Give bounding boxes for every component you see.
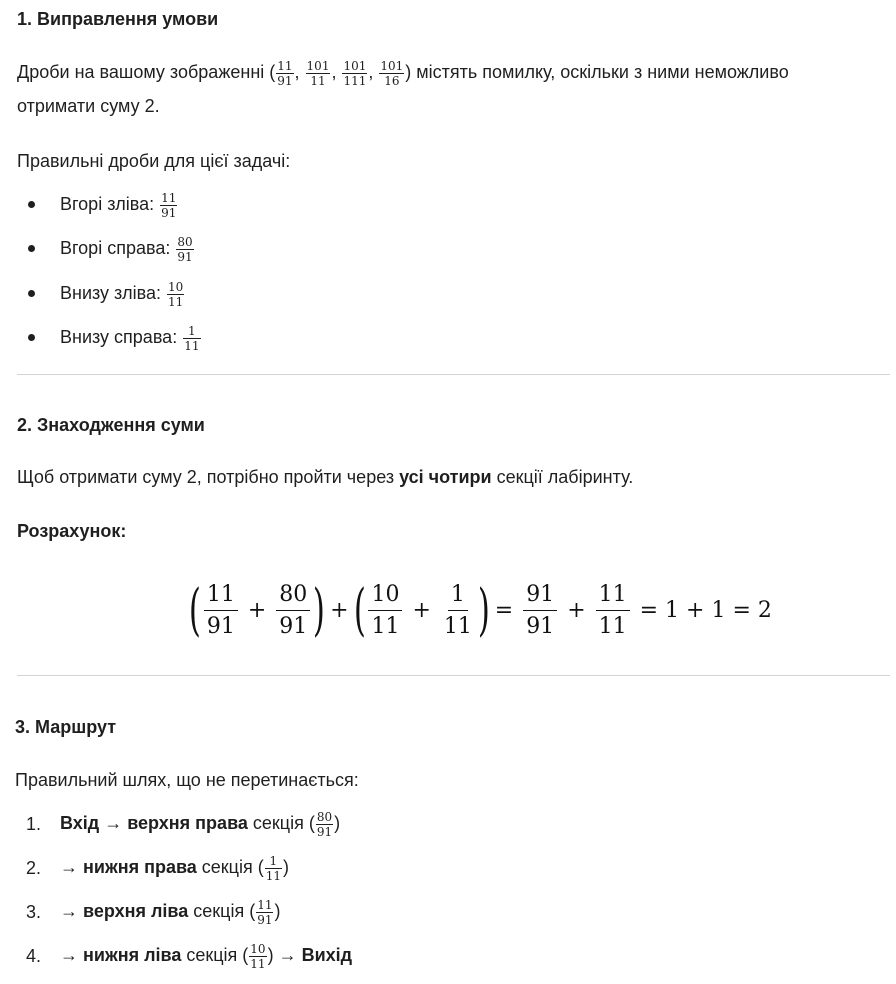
sum-formula: ( 11 91 + $\frac{80}{91}$ ) + ( 10 11 + $\frac{1}{11}$ ) = $\frac{91}{91}$ + $\frac{11}{11}$ = 1 + 1 = 2 <box>188 577 772 643</box>
bullet-icon <box>28 201 35 208</box>
formula-fraction: 10 11 <box>368 582 402 639</box>
formula-fraction: $\frac{80}{91}$ <box>276 582 310 639</box>
wrong-fraction-2: $\frac{101}{11}$ <box>306 58 330 88</box>
section-2-text: Щоб отримати суму 2, потрібно пройти через усі чотири секції лабіринту. <box>17 467 634 487</box>
step-number: 4. <box>26 946 42 966</box>
formula-fraction: $\frac{11}{11}$ <box>596 582 630 639</box>
formula-fraction: $\frac{91}{91}$ <box>523 582 557 639</box>
list-item: Вгорі зліва: $\frac{11}{91}$ <box>60 190 177 220</box>
route-step: → нижня права секція ( $\frac{1}{11}$ ) <box>60 853 290 883</box>
bullet-icon <box>28 245 35 252</box>
step-number: 1. <box>26 814 42 834</box>
wrong-fraction-3: $\frac{101}{111}$ <box>343 58 367 88</box>
route-step: → верхня ліва секція ( $\frac{11}{91}$ ) <box>60 897 281 927</box>
divider <box>17 374 890 375</box>
divider <box>17 675 890 676</box>
calc-label: Розрахунок: <box>17 521 127 541</box>
list-item: Вгорі справа: $\frac{80}{91}$ <box>60 234 193 264</box>
route-step: Вхід → верхня права секція ( $\frac{80}{91}$ ) <box>60 809 341 839</box>
list-item: Внизу справа: $\frac{1}{11}$ <box>60 323 200 353</box>
route-step: → нижня ліва секція ( $\frac{10}{11}$ ) → Вихід <box>60 941 353 971</box>
list-item: Внизу зліва: $\frac{10}{11}$ <box>60 279 184 309</box>
formula-fraction: $\frac{1}{11}$ <box>443 582 472 639</box>
bullet-icon <box>28 290 35 297</box>
section-1-intro-line1: Дроби на вашому зображенні ( $\frac{11}{91}$ , $\frac{101}{11}$ , $\frac{101}{111}$ , $\frac{101}{16}$ ) містять помилку, оскільки з ними неможливо <box>17 58 789 88</box>
section-1-title: 1. Виправлення умови <box>17 9 219 29</box>
step-number: 3. <box>26 902 42 922</box>
section-3-title: 3. Маршрут <box>15 717 117 737</box>
formula-fraction: 11 91 <box>204 582 238 639</box>
section-2-title: 2. Знаходження суми <box>17 415 205 435</box>
correct-fractions-heading: Правильні дроби для цієї задачі: <box>17 151 291 171</box>
section-1-intro-line2: отримати суму 2. <box>17 96 160 116</box>
route-intro: Правильний шлях, що не перетинається: <box>15 770 359 790</box>
step-number: 2. <box>26 858 42 878</box>
wrong-fraction-4: $\frac{101}{16}$ <box>380 58 404 88</box>
bullet-icon <box>28 334 35 341</box>
wrong-fraction-1: $\frac{11}{91}$ <box>277 58 293 88</box>
